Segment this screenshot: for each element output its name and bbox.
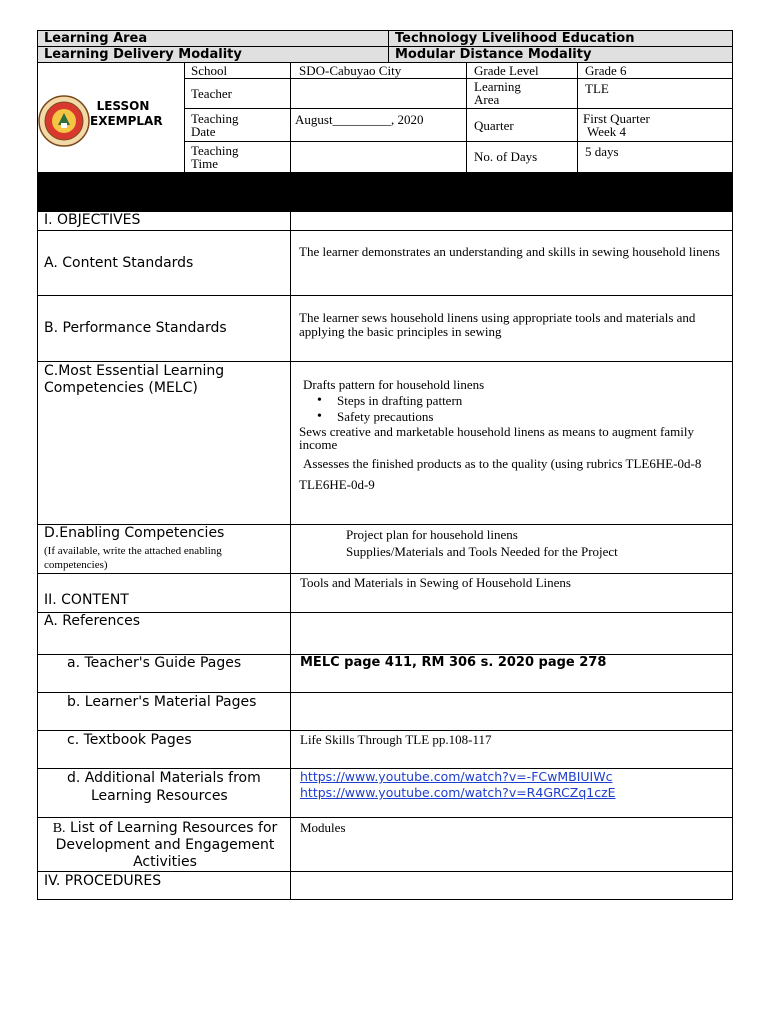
date-label-cell	[184, 108, 291, 142]
area-value-cell	[577, 78, 733, 109]
header-modality-label-cell	[37, 46, 389, 63]
add-label-line1: d. Additional Materials from	[67, 770, 261, 786]
content-std-label-cell	[37, 230, 291, 296]
melc-line3: Assesses the finished products as to the quality (using rubrics TLE6HE-0d-8	[303, 456, 702, 471]
area-label: Learning Area	[474, 79, 521, 107]
procedures-label: IV. PROCEDURES	[44, 873, 162, 889]
area-value: TLE	[585, 81, 609, 96]
enabling-label: D.Enabling Competencies	[44, 525, 225, 541]
date-value-cell	[290, 108, 467, 142]
teacher-value	[291, 79, 466, 95]
melc-label: C.Most Essential Learning Competencies (MELC)	[44, 363, 225, 396]
days-value: 5 days	[585, 144, 619, 159]
references-label-cell	[37, 612, 291, 655]
tb-value-cell	[290, 730, 733, 769]
references-value-cell	[290, 612, 733, 655]
lm-label: b. Learner's Material Pages	[67, 694, 257, 710]
list-prefix: B.	[52, 821, 66, 836]
grade-value: Grade 6	[585, 63, 627, 78]
content-value-cell	[290, 573, 733, 613]
procedures-label-cell	[37, 871, 291, 900]
content-std-value: The learner demonstrates an understanding and skills in sewing household linens	[299, 244, 720, 259]
header-learning-area-value-cell	[388, 30, 733, 47]
add-label-cell	[37, 768, 291, 818]
grade-value-cell	[577, 62, 733, 79]
melc-value-cell	[290, 361, 733, 525]
time-label: Teaching Time	[191, 143, 239, 171]
list-value-cell	[290, 817, 733, 872]
lm-value-cell	[290, 692, 733, 731]
school-label: School	[191, 63, 228, 78]
tg-value-cell	[290, 654, 733, 693]
perf-std-label: B. Performance Standards	[44, 320, 227, 336]
logo-cell	[37, 62, 185, 173]
objectives-heading: I. OBJECTIVES	[44, 212, 141, 228]
tb-label-cell	[37, 730, 291, 769]
tb-label: c. Textbook Pages	[67, 732, 192, 748]
melc-bullet-item: • Steps in drafting pattern	[291, 393, 732, 409]
content-value: Tools and Materials in Sewing of Household Linens	[300, 575, 571, 590]
header-modality-value-cell	[388, 46, 733, 63]
date-label: Teaching Date	[191, 111, 239, 139]
quarter-value-line1: First Quarter	[583, 111, 650, 126]
melc-bullet-item: • Safety precautions	[291, 409, 732, 425]
black-bar-left	[37, 172, 291, 212]
melc-line4: TLE6HE-0d-9	[299, 477, 375, 492]
grade-label: Grade Level	[474, 63, 539, 78]
quarter-value-line2: Week 4	[587, 124, 627, 139]
content-label-cell	[37, 573, 291, 613]
days-label: No. of Days	[474, 149, 538, 164]
perf-std-label-cell	[37, 295, 291, 362]
quarter-label-cell	[466, 108, 578, 142]
tb-value: Life Skills Through TLE pp.108-117	[300, 732, 492, 747]
enabling-note: (If available, write the attached enabling competencies)	[44, 545, 222, 571]
lm-label-cell	[37, 692, 291, 731]
enabling-value-2: Supplies/Materials and Tools Needed for the Project	[346, 544, 618, 559]
content-std-label: A. Content Standards	[44, 255, 194, 271]
references-label: A. References	[44, 613, 141, 629]
tg-label: a. Teacher's Guide Pages	[67, 655, 242, 671]
list-value: Modules	[300, 820, 346, 835]
enabling-label-cell	[37, 524, 291, 574]
time-value-cell	[290, 141, 467, 173]
youtube-link-1[interactable]: https://www.youtube.com/watch?v=-FCwMBIUIWc	[300, 769, 613, 784]
melc-line1: Drafts pattern for household linens	[303, 377, 485, 392]
header-learning-area-label-cell	[37, 30, 389, 47]
lesson-title-line2: EXEMPLAR	[90, 114, 163, 128]
teacher-label-cell	[184, 78, 291, 109]
youtube-link-2[interactable]: https://www.youtube.com/watch?v=R4GRCZq1czE	[300, 785, 616, 800]
header-learning-area-value: Technology Livelihood Education	[395, 31, 635, 46]
add-label-line2: Learning Resources	[91, 788, 228, 804]
objectives-value-cell	[290, 211, 733, 231]
black-bar-right	[290, 172, 733, 212]
tg-value: MELC page 411, RM 306 s. 2020 page 278	[300, 655, 607, 670]
melc-label-cell	[37, 361, 291, 525]
add-value-cell	[290, 768, 733, 818]
lesson-title	[90, 99, 163, 129]
enabling-value-1: Project plan for household linens	[346, 527, 518, 542]
melc-line2: Sews creative and marketable household linens as means to augment family income	[299, 424, 694, 452]
quarter-label: Quarter	[474, 118, 514, 133]
list-label-cell	[37, 817, 291, 872]
enabling-value-cell	[290, 524, 733, 574]
perf-std-value: The learner sews household linens using appropriate tools and materials and applying the basic principles in sewing	[299, 310, 696, 339]
school-label-cell	[184, 62, 291, 79]
area-label-cell	[466, 78, 578, 109]
time-label-cell	[184, 141, 291, 173]
content-label: II. CONTENT	[44, 592, 129, 608]
school-value: SDO-Cabuyao City	[299, 63, 402, 78]
objectives-cell	[37, 211, 291, 231]
melc-bullet-list	[291, 393, 732, 425]
time-value	[291, 142, 466, 146]
procedures-value-cell	[290, 871, 733, 900]
perf-std-value-cell	[290, 295, 733, 362]
teacher-value-cell	[290, 78, 467, 109]
list-label-wrap	[38, 818, 292, 871]
lesson-title-line1: LESSON	[96, 99, 150, 113]
school-value-cell	[290, 62, 467, 79]
header-modality-value: Modular Distance Modality	[395, 47, 592, 62]
date-value: August_________, 2020	[295, 112, 424, 127]
header-learning-area-label: Learning Area	[44, 31, 148, 46]
days-label-cell	[466, 141, 578, 173]
grade-label-cell	[466, 62, 578, 79]
quarter-value-cell	[577, 108, 733, 142]
tg-label-cell	[37, 654, 291, 693]
header-modality-label: Learning Delivery Modality	[44, 47, 242, 62]
teacher-label: Teacher	[191, 86, 232, 101]
days-value-cell	[577, 141, 733, 173]
school-seal-icon	[38, 95, 90, 147]
content-std-value-cell	[290, 230, 733, 296]
lm-value	[291, 693, 732, 697]
list-label: List of Learning Resources for Development and Engagement Activities	[55, 820, 278, 870]
